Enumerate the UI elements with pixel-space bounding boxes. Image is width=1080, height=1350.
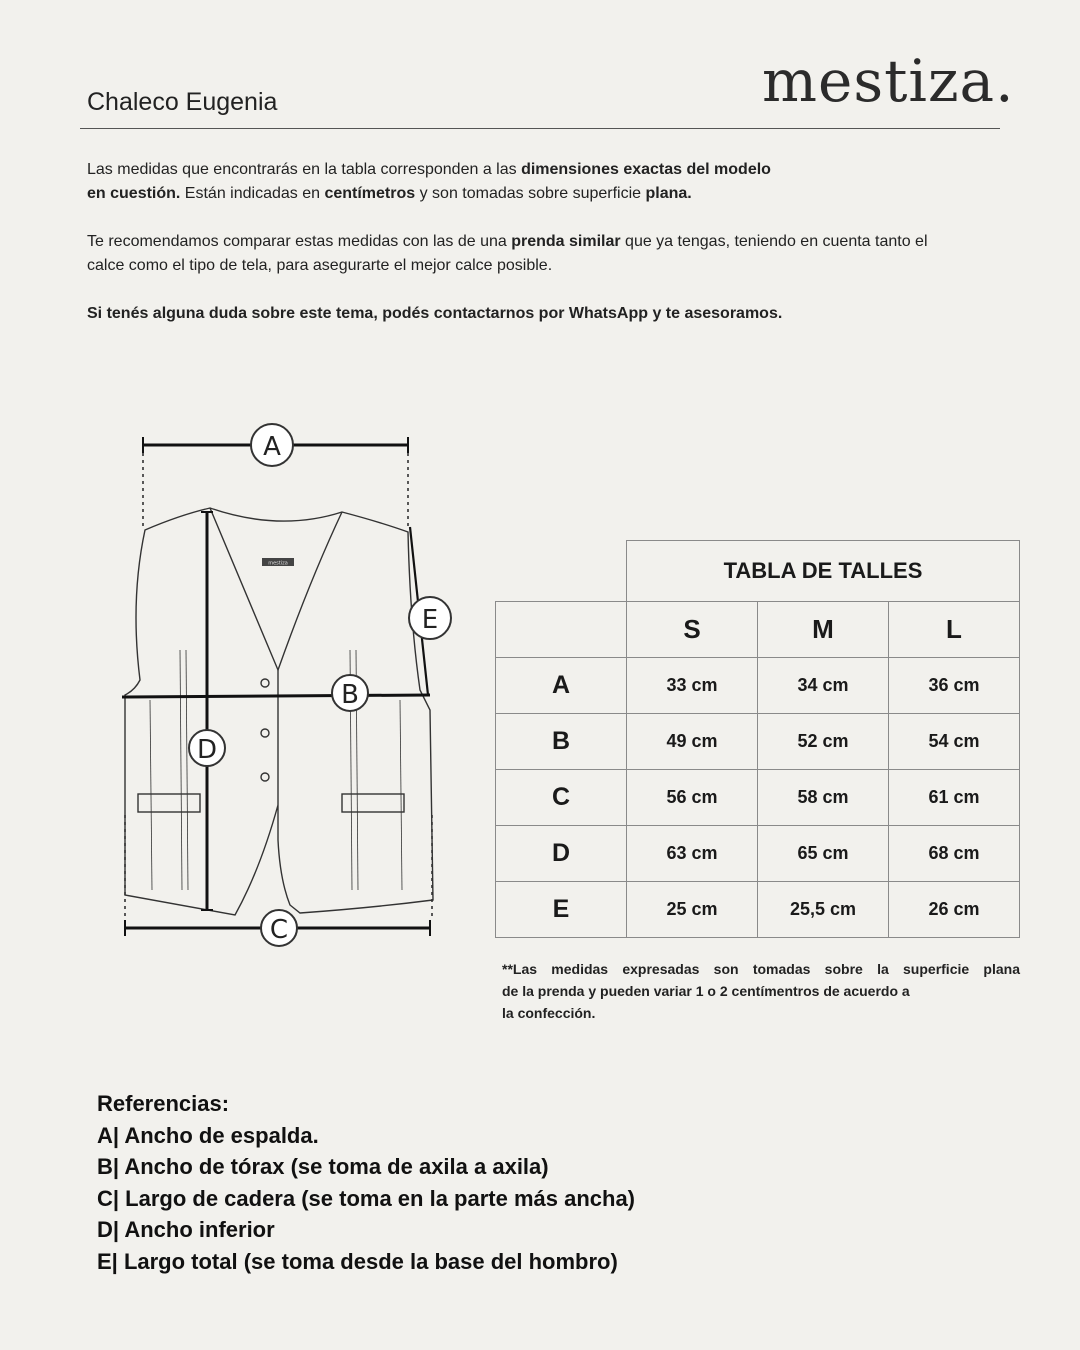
row-label: D bbox=[496, 826, 627, 882]
size-header: S bbox=[627, 602, 758, 658]
text-segment: Te recomendamos comparar estas medidas con las de una bbox=[87, 233, 512, 250]
row-label: C bbox=[496, 770, 627, 826]
vest-seam bbox=[186, 650, 188, 890]
size-header: M bbox=[758, 602, 889, 658]
table-row bbox=[496, 826, 1020, 882]
table-cell: 25 cm bbox=[627, 882, 758, 938]
brand-logo: mestiza. bbox=[762, 47, 1015, 115]
measurement-footnote bbox=[502, 958, 1020, 1024]
header-divider bbox=[80, 128, 1000, 129]
page-title: Chaleco Eugenia bbox=[87, 88, 278, 116]
marker-a-label: A bbox=[263, 432, 281, 462]
text-segment: que ya tengas, teniendo en cuenta tanto el bbox=[620, 233, 928, 250]
reference-item: E| Largo total (se toma desde la base del hombro) bbox=[97, 1248, 618, 1274]
measure-b-line bbox=[122, 695, 430, 697]
reference-item: C| Largo de cadera (se toma en la parte más ancha) bbox=[97, 1185, 636, 1211]
text-segment-bold: centímetros bbox=[324, 185, 416, 202]
vest-button bbox=[261, 679, 269, 687]
table-cell: 54 cm bbox=[889, 714, 1020, 770]
table-row bbox=[496, 770, 1020, 826]
vest-seam bbox=[180, 650, 182, 890]
row-label: E bbox=[496, 882, 627, 938]
text-segment: Están indicadas en bbox=[180, 185, 325, 202]
marker-c-label: C bbox=[269, 915, 289, 945]
text-segment-bold: en cuestión. bbox=[87, 185, 181, 202]
table-cell: 26 cm bbox=[889, 882, 1020, 938]
intro-paragraph-1 bbox=[87, 158, 1032, 206]
table-cell: 25,5 cm bbox=[758, 882, 889, 938]
intro-line-1 bbox=[87, 158, 1032, 182]
table-cell: 52 cm bbox=[758, 714, 889, 770]
size-header-row bbox=[496, 602, 1020, 658]
vest-seam bbox=[150, 700, 152, 890]
intro-line-3 bbox=[87, 230, 1032, 254]
reference-item: B| Ancho de tórax (se toma de axila a axila) bbox=[97, 1154, 549, 1179]
table-cell: 58 cm bbox=[758, 770, 889, 826]
table-cell: 34 cm bbox=[758, 658, 889, 714]
table-row bbox=[496, 714, 1020, 770]
text-segment-bold: prenda similar bbox=[511, 233, 621, 250]
marker-e-label: E bbox=[421, 605, 439, 635]
intro-line-2 bbox=[87, 182, 1032, 206]
vest-label-text: mestiza bbox=[268, 560, 288, 567]
intro-text bbox=[87, 158, 1032, 350]
footnote-line: la confección. bbox=[502, 1005, 596, 1021]
marker-b-label: B bbox=[341, 680, 359, 710]
table-row bbox=[496, 882, 1020, 938]
marker-d-label: D bbox=[196, 735, 218, 765]
row-label: B bbox=[496, 714, 627, 770]
intro-line-4: calce como el tipo de tela, para asegurarte el mejor calce posible. bbox=[87, 257, 553, 274]
text-segment-bold: dimensiones exactas del modelo bbox=[521, 161, 771, 178]
table-cell: 68 cm bbox=[889, 826, 1020, 882]
table-corner bbox=[496, 541, 627, 602]
vest-outline bbox=[125, 508, 433, 915]
vest-button bbox=[261, 773, 269, 781]
size-table-caption-row bbox=[496, 541, 1020, 602]
table-row bbox=[496, 658, 1020, 714]
reference-item: D| Ancho inferior bbox=[97, 1217, 275, 1242]
reference-item: A| Ancho de espalda. bbox=[97, 1122, 319, 1148]
references bbox=[97, 1088, 635, 1277]
intro-paragraph-3 bbox=[87, 302, 1032, 326]
table-header-blank bbox=[496, 602, 627, 658]
table-cell: 56 cm bbox=[627, 770, 758, 826]
table-cell: 63 cm bbox=[627, 826, 758, 882]
vest-pocket bbox=[138, 794, 200, 812]
references-heading: Referencias: bbox=[97, 1091, 230, 1116]
text-segment: y son tomadas sobre superficie bbox=[415, 185, 646, 202]
table-cell: 49 cm bbox=[627, 714, 758, 770]
size-table-caption: TABLA DE TALLES bbox=[627, 541, 1020, 602]
table-cell: 61 cm bbox=[889, 770, 1020, 826]
vest-neckline bbox=[210, 508, 342, 670]
footnote-line: de la prenda y pueden variar 1 o 2 centímentros de acuerdo a bbox=[502, 983, 910, 999]
size-table bbox=[495, 540, 1020, 938]
vest-diagram bbox=[110, 420, 470, 960]
text-segment: Las medidas que encontrarás en la tabla corresponden a las bbox=[87, 161, 522, 178]
intro-paragraph-2 bbox=[87, 230, 1032, 278]
row-label: A bbox=[496, 658, 627, 714]
table-cell: 33 cm bbox=[627, 658, 758, 714]
text-segment-bold: plana. bbox=[645, 185, 692, 202]
whatsapp-note: Si tenés alguna duda sobre este tema, podés contactarnos por WhatsApp y te asesoramos. bbox=[87, 305, 783, 322]
size-header: L bbox=[889, 602, 1020, 658]
vest-seam bbox=[400, 700, 402, 890]
table-cell: 65 cm bbox=[758, 826, 889, 882]
table-cell: 36 cm bbox=[889, 658, 1020, 714]
vest-button bbox=[261, 729, 269, 737]
footnote-line: **Las medidas expresadas son tomadas sobre la superficie plana bbox=[502, 961, 1020, 977]
